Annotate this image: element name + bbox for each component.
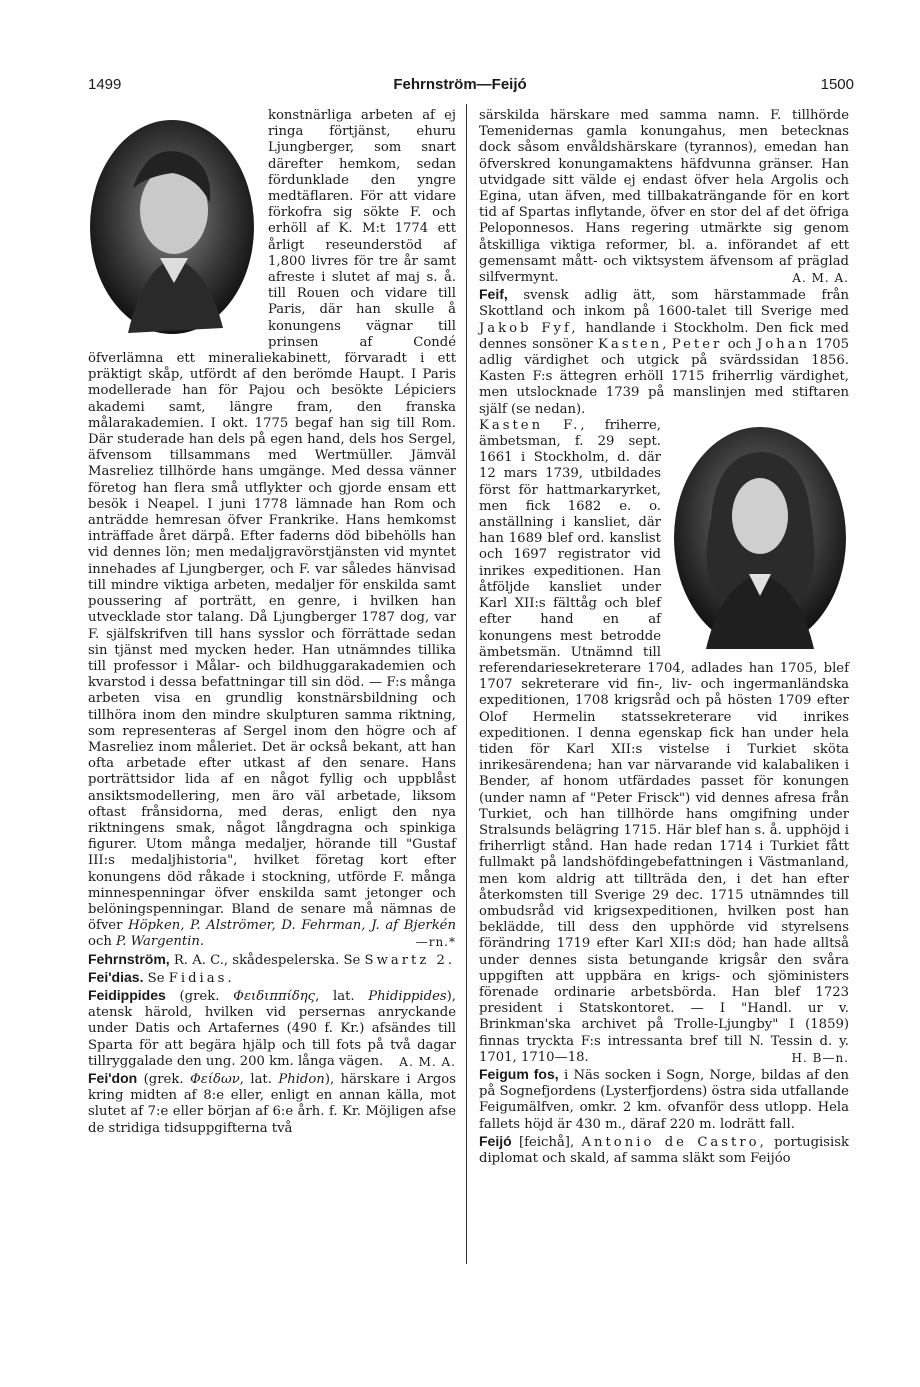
latin-name: Phidippides [368, 988, 447, 1004]
entry-text: (grek. [165, 988, 234, 1004]
names-italic-2: P. Wargentin. [116, 934, 205, 950]
entry-text: friherre, ämbetsman, f. 29 sept. 1661 i Stockholm, d. där 12 mars 1739, utbildades först för hattmarkaryrket, men fick 1682 e. o. anställning i kansliet, där han 1689 blef ord. kanslist och 1697 registrator vid inrikes expeditionen. Han åtföljde kansliet under Karl XII:s fälttåg och blef efter hand en af konungens mest betrodde ämbetsmän. Utnämnd till referendariesekreterare 1704, adlades han 1705, blef 1707 sekreterare vid fin-, liv- och ingermanländska expeditionen, 1708 krigsråd och på hösten 1709 efter Olof Hermelin statssekreterare vid inrikes expeditionen. I denna egenskap fick han under hela tiden för Karl XII:s vistelse i Turkiet sköta inrikesärendena; han var närvarande vid kalabaliken i Bender, af honom utfärdades passet för konungen (under namn af "Peter Frisck") vid dennes afresa från Turkiet, och han tillhörde hans omgifning under Stralsunds belägring 1715. Här blef han s. å. upphöjd i friherrligt stånd. Han hade redan 1714 i Turkiet fått fullmakt på landshöfdingebefattningen i Västmanland, men kom aldrig att tillträda den, i det han efter återkomsten till Sverige 29 dec. 1715 utnämndes till ombudsråd vid krigsexpeditionen, hvilken post han beklädde, till dess den upphörde vid styrelsens förändring 1719 efter Karl XII:s död; han hade alltså under dennes sista betungande krigsår den svåra uppgiften att uppbära en krigs- och sjöministers förenade ordinarie arbetsbörda. Han blef 1723 president i Statskontoret. — I "Handl. ur v. Brinkman'ska archivet på Trolle-Ljungby" I (1859) finnas tryckta F:s intressanta bref till N. Tessin d. y. 1701, 1710—18. [479, 417, 849, 1065]
entry-text: svensk adlig ätt, som härstammade från Skottland och inkom på 1600-talet till Sverige med [479, 288, 849, 320]
entry-title: Feigum fos, [479, 1065, 559, 1082]
entry-text: handlande i Stockholm. Den fick med dennes sonsöner [479, 320, 849, 352]
entry-title: Fehrnström, [88, 950, 170, 967]
entry-text: , lat. [239, 1071, 279, 1087]
portrait-fehrnstrom [88, 118, 256, 336]
spaced-name: Kasten [598, 336, 663, 352]
entry-text: Se [143, 970, 169, 986]
spaced-name: Peter [671, 336, 723, 352]
page-number-left: 1499 [88, 76, 122, 93]
entry-title: Fei'don [88, 1069, 138, 1086]
entry-title: Feidippides [88, 986, 166, 1003]
entry-text: ), atensk härold, hvilken vid persernas anryckande under Datis och Artafernes (490 f. Kr.) afsändes till Sparta för att begära hjälp och till fots på två dagar tillryggalade den ung. 200 km. långa vägen. [88, 988, 456, 1069]
signature: A. M. A. [399, 1054, 456, 1069]
entry-text: R. A. C., skådespelerska. Se [169, 952, 365, 968]
paragraph-intro: konstnärliga arbeten af ej ringa förtjänst, ehuru Ljungberger, som snart därefter hemkom, sedan fördunklade den yngre medtäflaren. För att vidare förkofra sig sökte F. och erhöll af K. M:t 1774 ett årligt reseunderstöd af 1,800 livres för tre år samt afreste i slutet af maj s. å. till Rouen och vidare till Paris, där han skulle å konungens vägnar till prinsen af Condé öfverlämna ett mineraliekabinett, förvaradt i ett präktigt skåp, utfördt af den berömde Haupt. I Paris modellerade han för Pajou och besökte Lépiciers akademi samt, längre fram, den franska målarakademien. I okt. 1775 begaf han sig till Rom. Där studerade han dels på egen hand, dels hos Sergel, äfvensom tillsammans med Wertmüller. Jämväl Masreliez tillhörde hans umgänge. Med dessa vänner företog han flera små utflykter och gjorde ensam ett besök i Neapel. I juni 1778 lämnade han Rom och anträdde hemresan öfver Frankrike. Hans hemkomst inträffade året därpå. Efter faderns död bibehölls han vid dennes lön; men medaljgravörstjänsten vid myntet innehades af Ljungberger, och F. var således hänvisad till mindre viktiga arbeten, medaljer för enskilda samt poussering af porträtt, en genre, i hvilken han utvecklade stor talang. Då Ljungberger 1787 dog, var F. själfskrifven till hans sysslor och förrättade sedan sin tjänst med mycken heder. Han utnämndes tillika till professor i Målar- och bildhuggarakademien och kvarstod i dessa befattningar till sin död. — F:s många arbeten visa en grundlig konstnärsbildning och tillhöra inom den mindre skulpturen samma riktning, som representeras af Sergel inom den högre och af Masreliez inom måleriet. Det är också bekant, att han ofta arbetade efter utkast af den senare. Hans porträttsidor lida af en något fyllig och uppblåst ansiktsmodellering, men äro väl arbetade, liksom oftast frånsidorna, med deras, enligt den nya riktningens smak, något långdragna och spinkiga figurer. Utom många medaljer, hörande till "Gustaf III:s medaljhistoria", hvilket företag kort efter konungens död råkade i stockning, utförde F. många minnespenningar öfver enskilda samt jetonger och belöningspenningar. Bland de senare må nämnas de öfver [88, 108, 456, 934]
entry-text: i Näs socken i Sogn, Norge, bildas af den på Sognefjordens (Lysterfjordens) östra sida utfallande Feigumälfven, omkr. 2 km. ofvanför dess utlopp. Hela fallets höjd är 430 m., däraf 220 m. lodrätt fall. [479, 1067, 849, 1132]
spaced-name: Jakob Fyf, [479, 320, 579, 336]
greek-name: Φειδιππίδης [233, 988, 316, 1004]
left-column [88, 108, 456, 1137]
page-number-right: 1500 [820, 76, 854, 93]
cross-reference: Fidias. [168, 970, 235, 986]
signature: —rn.* [415, 935, 456, 950]
entry-text: , [662, 336, 672, 352]
spaced-name: Antonio de Castro, [581, 1134, 767, 1150]
entry-text: och [722, 336, 757, 352]
entry-text: [feichå], [511, 1134, 582, 1150]
entry-text: (grek. [137, 1071, 190, 1087]
entry-text: , lat. [315, 988, 369, 1004]
entry-title: Fei'dias. [88, 968, 144, 985]
latin-name: Phidon [278, 1071, 325, 1087]
entry-text: 1705 adlig värdighet och utgick på svärdssidan 1856. Kasten F:s ättegren erhöll 1715 friherrlig värdighet, men utslocknade 1739 på manslinjen med stiftaren själf (se nedan). [479, 336, 849, 417]
entry-title: Feif, [479, 286, 508, 303]
signature: A. M. A. [792, 271, 849, 286]
signature: H. B—n. [791, 1050, 849, 1065]
entry-title: Feijó [479, 1132, 512, 1149]
entry-text: portugisisk diplomat och skald, af samma släkt som Feijóo [479, 1134, 850, 1166]
right-column [479, 108, 849, 1167]
column-divider [466, 104, 467, 1264]
spaced-name: Kasten F., [479, 417, 588, 433]
spaced-name: Johan [756, 336, 811, 352]
paragraph-intro: särskilda härskare med samma namn. F. tillhörde Temenidernas gamla konungahus, men betecknas dock såsom envåldshärskare (tyrannos), emedan han öfverskred konungamaktens häfdvunna gränser. Han utvidgade sitt välde ej endast öfver hela Argolis och Egina, utan äfven, med tillbakaträngande för en kort tid af Spartas inflytande, öfver en stor del af det öfriga Peloponnesos. Hans regering utmärkte sig genom åtskilliga viktiga reformer, bl. a. införandet af ett gemensamt mått- och viktsystem äfvensom af präglad silfvermynt. [479, 108, 849, 286]
entry-text: ), härskare i Argos kring midten af 8:e eller, enligt en annan källa, mot slutet af 7:e eller början af 6:e årh. f. Kr. Möjligen afse de stridiga tidsuppgifterna två [88, 1071, 456, 1136]
cross-reference: Swartz 2. [364, 952, 456, 968]
greek-name: Φείδων [189, 1071, 240, 1087]
portrait-kasten-feif [671, 424, 849, 652]
text-och: och [88, 934, 117, 950]
running-title: Fehrnström—Feijó [393, 76, 527, 93]
names-italic-1: Höpken, P. Alströmer, D. Fehrman, J. af Bjerkén [128, 918, 456, 934]
